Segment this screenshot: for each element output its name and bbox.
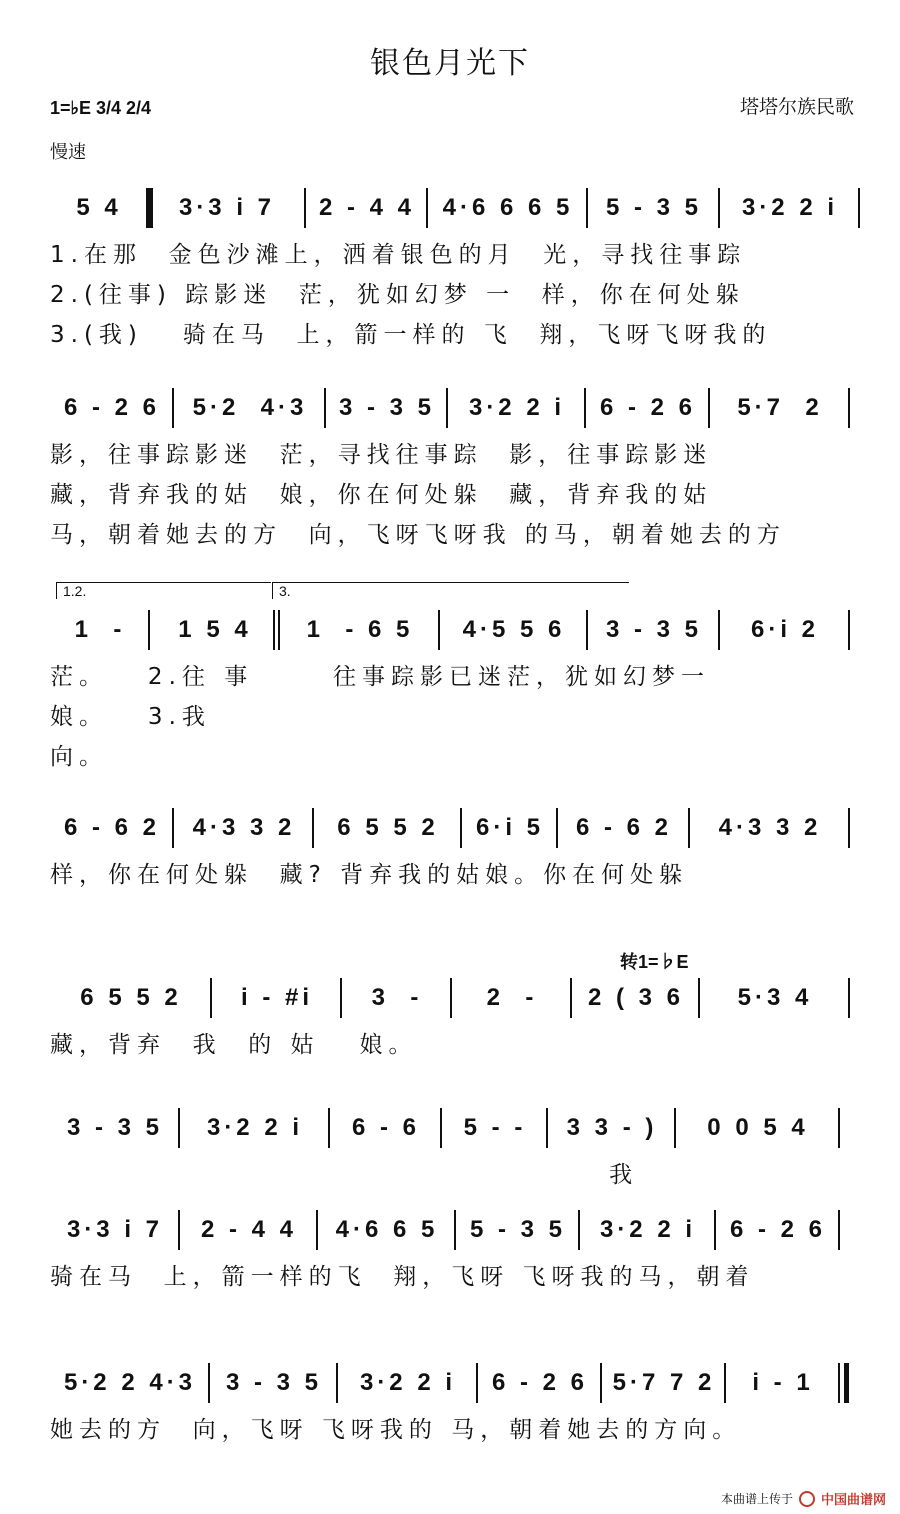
score-system [50,583,860,778]
lyric-text: 藏，背弃我的姑 娘，你在何处躲 藏，背弃我的姑 [50,482,713,508]
measure: 6 5 5 2 [50,980,212,1016]
lyric-text: 藏，背弃 我 的 姑 娘。 [50,1032,418,1058]
measure: 3·2 2 i [720,190,860,226]
measure: 5·7 7 2 [602,1365,726,1401]
lyric-text: 娘。 3.我 [50,704,211,730]
measure: i - 1 [726,1365,840,1401]
measure: 5·7 2 [710,390,850,426]
measure: 6 - 2 6 [50,390,174,426]
lyric-text: 1.在那 金色沙滩上，洒着银色的月 光，寻找往事踪 [50,242,747,268]
measure: 0 0 5 4 [676,1110,840,1146]
site-logo-icon [799,1491,815,1507]
lyric-line [50,658,860,698]
lyric-text: 茫。 2.往 事 往事踪影已迷茫，犹如幻梦一 [50,664,711,690]
measure: 3 - 3 5 [588,612,720,648]
measure: 3 - 3 5 [50,1110,180,1146]
lyric-line [50,1258,860,1298]
score-system [50,1110,860,1196]
measure: 5 - - [442,1110,548,1146]
measure: 6·i 2 [720,612,850,648]
score-system [50,190,860,356]
measure: 2 - [452,980,572,1016]
measure-line [50,810,860,846]
lyric-line [50,856,860,896]
measure: 3 - [342,980,452,1016]
score-system [50,952,860,1066]
lyric-line [50,698,860,738]
measure: 5 - 3 5 [456,1212,580,1248]
lyric-text: 她去的方 向，飞呀 飞呀我的 马，朝着她去的方向。 [50,1417,742,1443]
measure: 6 - 6 [330,1110,442,1146]
measure: 4·5 5 6 [440,612,588,648]
footer [721,1489,886,1508]
lyric-text: 骑在马 上，箭一样的飞 翔，飞呀 飞呀我的马，朝着 [50,1264,755,1290]
measure: 6 - 2 6 [586,390,710,426]
measure: 3·2 2 i [580,1212,716,1248]
measure-line [50,1212,860,1248]
score-system [50,810,860,896]
lyric-text: 样，你在何处躲 藏? 背弃我的姑娘。你在何处躲 [50,862,689,888]
lyric-line [50,316,860,356]
volta-first-ending: 1.2. [56,582,271,599]
volta-second-ending: 3. [272,582,629,599]
lyric-line [50,1026,860,1066]
measure-line [50,1365,860,1401]
lyric-text: 影，往事踪影迷 茫，寻找往事踪 影，往事踪影迷 [50,442,713,468]
measure: 6·i 5 [462,810,558,846]
measure: 1 5 4 [150,612,280,648]
measure: 3 - 3 5 [326,390,448,426]
measure: 6 5 5 2 [314,810,462,846]
measure: 1 - [50,612,150,648]
lyric-line [50,1411,860,1451]
lyric-text: 马，朝着她去的方 向，飞呀飞呀我 的马，朝着她去的方 [50,522,786,548]
measure: 5·3 4 [700,980,850,1016]
measure: 5·2 2 4·3 [50,1365,210,1401]
measure-line [50,390,860,426]
measure: 4·3 3 2 [174,810,314,846]
footer-text: 本曲谱上传于 [720,1492,793,1506]
measure: 3·3 i 7 [148,190,306,226]
lyric-line [50,276,860,316]
measure-line [50,190,860,226]
measure: 5 - 3 5 [588,190,720,226]
measure: 3 3 - ) [548,1110,676,1146]
lyric-text: 2.(往事) 踪影迷 茫，犹如幻梦 一 样，你在何处躲 [50,282,745,308]
lyric-line [50,516,860,556]
lyric-text: 向。 [50,744,108,770]
measure: 4·6 6 6 5 [428,190,588,226]
measure: 2 - 4 4 [306,190,428,226]
composer-credit: 塔塔尔族民歌 [739,96,854,118]
measure: 3·2 2 i [180,1110,330,1146]
measure: 4·6 6 5 [318,1212,456,1248]
measure: 3·2 2 i [338,1365,478,1401]
lyric-line [50,476,860,516]
measure: 3·2 2 i [448,390,586,426]
measure-line [50,612,860,648]
song-title: 银色月光下 [370,46,530,81]
measure: 6 - 2 6 [716,1212,840,1248]
lyric-text: 我 [50,1162,639,1188]
lyric-line [50,236,860,276]
measure: 3 - 3 5 [210,1365,338,1401]
measure-line [50,1110,860,1146]
measure: 6 - 6 2 [50,810,174,846]
lyric-line [50,436,860,476]
key-signature: 1=♭E 3/4 2/4 [50,98,152,118]
measure: 6 - 2 6 [478,1365,602,1401]
site-name: 中国曲谱网 [820,1493,886,1508]
measure: 5 4 [50,190,148,226]
score-system [50,1212,860,1298]
lyric-line [50,738,860,778]
measure: 4·3 3 2 [690,810,850,846]
measure: 2 ( 3 6 [572,980,700,1016]
measure: 6 - 6 2 [558,810,690,846]
tempo-marking: 慢速 [50,142,86,163]
lyric-text: 3.(我) 骑在马 上，箭一样的 飞 翔，飞呀飞呀我的 [50,322,772,348]
measure: 2 - 4 4 [180,1212,318,1248]
score-system [50,390,860,556]
key-change-marking: 转1=♭E [620,952,689,972]
lyric-line [50,1156,860,1196]
measure: 3·3 i 7 [50,1212,180,1248]
measure-line [50,980,860,1016]
measure: 5·2 4·3 [174,390,326,426]
measure: 1 - 6 5 [280,612,440,648]
score-system [50,1365,860,1451]
final-barline [844,1363,849,1403]
measure: i - #i [212,980,342,1016]
